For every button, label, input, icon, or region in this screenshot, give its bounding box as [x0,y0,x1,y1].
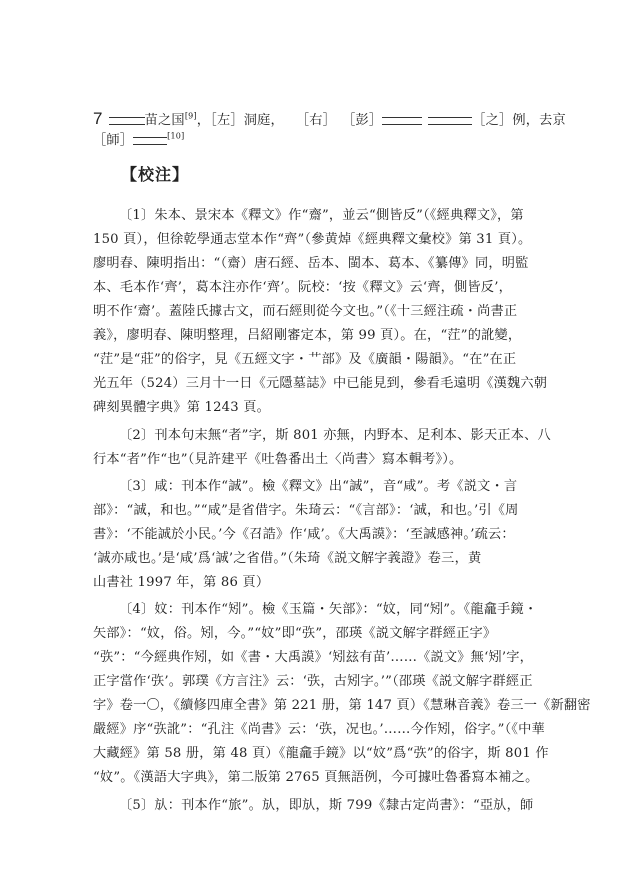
note-line: “矤”：“今經典作矧，如《書・大禹謨》‘矧玆有苗’……《説文》無‘矧’字， [93,650,534,665]
note-line: 明不作‘齋’。蓋陸氏據古文，而石經則從今文也。”（《十三經注疏・尚書正 [93,304,518,319]
fragment-text: 苗之国 [144,113,185,128]
fragment-text: ，［左］洞庭， [196,113,284,128]
note-line: 〔5〕㫃：刊本作“旅”。㫃，即㫃，斯 799《隸古定尚書》：“亞㫃，師 [119,798,534,813]
fragment-line-2 [93,131,184,151]
note-ref: [10] [167,131,185,141]
note-line: 大藏經》第 58 册，第 48 頁）《龍龕手鏡》以“妏”爲“矤”的俗字，斯 801 作 [93,746,549,761]
lacuna-mark [428,117,472,125]
note-line: 嚴經》序“矤訛”：“孔注《尚書》云：‘矤，况也。’……今作矧，俗字。”（《中華 [93,722,545,737]
lacuna-mark [133,137,167,145]
fragment-text: ［之］例，去京 [472,113,566,128]
lacuna-mark [109,117,145,125]
note-line: “茳”是“莊”的俗字，見《五經文字・艹部》及《廣韻・陽韻》。“在”在正 [93,352,517,367]
note-line: 光五年（524）三月十一日《元隱墓誌》中已能見到，參看毛遠明《漢魏六朝 [93,376,548,391]
note-ref: [9] [184,111,197,121]
note-line: 行本“者”作“也”（見許建平《吐魯番出土〈尚書〉寫本輯考》）。 [93,452,463,467]
note-line: 〔4〕妏：刊本作“矧”。檢《玉篇・矢部》：“妏，同“矧”。《龍龕手鏡・ [119,602,538,617]
note-line: 矢部》：“妏，俗。矧，今。”“妏”即“矤”，邵瑛《説文解字群經正字》 [93,626,497,641]
note-line: 書》：‘不能誠於小民。’今《召誥》作‘咸’。《大禹謨》：‘至誠感神。’疏云： [93,527,515,542]
note-line: 正字當作‘矤’。郭璞《方言注》云：‘矤，古矧字。’”（邵瑛《説文解字群經正 [93,674,533,689]
fragment-text: ［右］ [295,113,337,128]
note-line: 〔1〕朱本、景宋本《釋文》作“齋”，並云“側皆反”（《經典釋文》，第 [119,208,524,223]
note-line: 碑刻異體字典》第 1243 頁。 [93,400,271,415]
section-heading: 【校注】 [121,165,190,184]
note-line: 山書社 1997 年，第 86 頁） [93,575,270,590]
note-line: 字》卷一〇，《續修四庫全書》第 221 册，第 147 頁）《慧琳音義》卷三一《新翻密 [93,698,591,713]
note-line: 150 頁），但徐乾學通志堂本作“齊”（參黄焯《經典釋文彙校》第 31 頁）。 [93,232,532,247]
fragment-text: ［師］ [93,133,134,148]
fragment-number: 7 [93,109,103,128]
note-line: 部》：“誠，和也。”“咸”是省借字。朱琦云：“《言部》：‘誠，和也。’引《周 [93,503,519,518]
note-line: 義》，廖明春、陳明整理，吕紹剛審定本，第 99 頁）。在，“茳”的訛變， [93,328,522,343]
lacuna-mark [382,117,422,125]
fragment-text: ［彭］ [342,113,383,128]
note-line: “妏”。《漢語大字典》，第二版第 2765 頁無語例，今可據吐魯番寫本補之。 [93,770,539,785]
note-line: 本、毛本作‘齊’，葛本注亦作‘齊’。阮校：‘按《釋文》云‘齊，側皆反’， [93,280,512,295]
fragment-line-1 [93,109,566,131]
note-line: 〔3〕咸：刊本作“誠”。檢《釋文》出“誠”，音“咸”。考《説文・言 [119,479,518,494]
note-line: ‘誠亦咸也。’是‘咸’爲‘誠’之省借。”（朱琦《説文解字義證》卷三，黄 [93,551,482,566]
note-line: 〔2〕刊本句末無“者”字，斯 801 亦無，内野本、足利本、影天正本、八 [119,428,551,443]
note-line: 廖明春、陳明指出：“（齋）唐石經、岳本、閩本、葛本、《纂傳》同，明監 [93,256,529,271]
